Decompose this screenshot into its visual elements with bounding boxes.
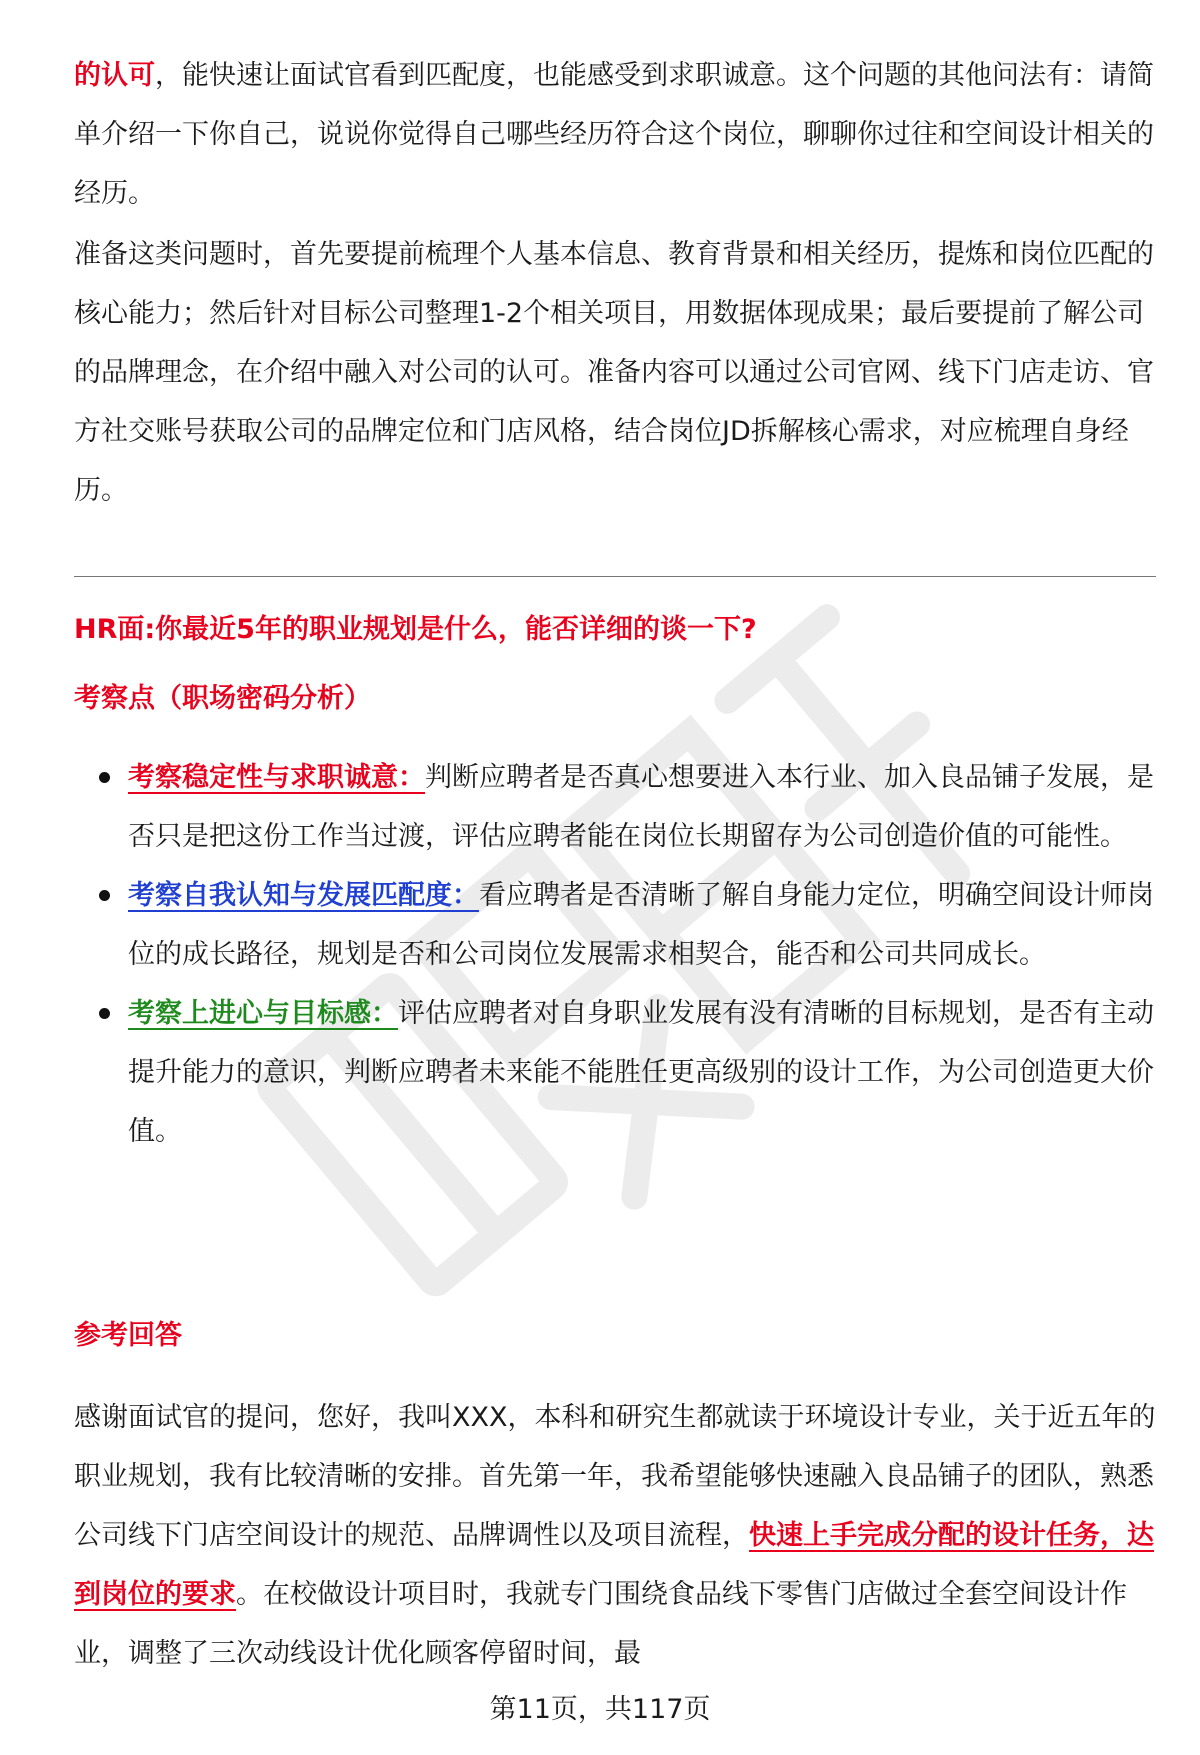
answer-text-1: 感谢面试官的提问，您好，我叫XXX，本科和研究生都就读于环境设计专业，关于近五年的职业规划，我有比较清晰的安排。首先第一年，我希望能够快速融入良品铺子的团队，熟悉公司线下门店空间设计的规范、品牌调性以及项目流程， xyxy=(74,1402,1156,1551)
intro-text: ，能快速让面试官看到匹配度，也能感受到求职诚意。这个问题的其他问法有：请简单介绍一下你自己，说说你觉得自己哪些经历符合这个岗位，聊聊你过往和空间设计相关的经历。 xyxy=(74,60,1154,209)
list-item xyxy=(74,984,1156,1161)
prep-paragraph: 准备这类问题时，首先要提前梳理个人基本信息、教育背景和相关经历，提炼和岗位匹配的核心能力；然后针对目标公司整理1-2个相关项目，用数据体现成果；最后要提前了解公司的品牌理念，在介绍中融入对公司的认可。准备内容可以通过公司官网、线下门店走访、官方社交账号获取公司的品牌定位和门店风格，结合岗位JD拆解核心需求，对应梳理自身经历。 xyxy=(74,239,1154,506)
intro-paragraph xyxy=(74,46,1156,223)
answer-heading: 参考回答 xyxy=(74,1320,182,1351)
bullet-icon xyxy=(99,1008,110,1019)
question-title: HR面:你最近5年的职业规划是什么，能否详细的谈一下? xyxy=(74,614,757,645)
section-divider xyxy=(74,576,1156,577)
point-label: 考察自我认知与发展匹配度： xyxy=(128,880,479,911)
bullet-icon xyxy=(99,772,110,783)
point-label: 考察上进心与目标感： xyxy=(128,998,398,1029)
points-list xyxy=(74,748,1156,1161)
list-item xyxy=(74,866,1156,984)
answer-highlight: 快速上手完成分配的设计任务，达到岗位的要求 xyxy=(74,1520,1154,1610)
answer-paragraph xyxy=(74,1388,1156,1683)
list-item xyxy=(74,748,1156,866)
point-text: 判断应聘者是否真心想要进入本行业、加入良品铺子发展，是否只是把这份工作当过渡，评估应聘者能在岗位长期留存为公司创造价值的可能性。 xyxy=(128,762,1154,852)
intro-highlight: 的认可 xyxy=(74,60,155,91)
bullet-icon xyxy=(99,890,110,901)
answer-text-2: 。在校做设计项目时，我就专门围绕食品线下零售门店做过全套空间设计作业，调整了三次动线设计优化顾客停留时间，最 xyxy=(74,1579,1127,1669)
point-text: 看应聘者是否清晰了解自身能力定位，明确空间设计师岗位的成长路径，规划是否和公司岗位发展需求相契合，能否和公司共同成长。 xyxy=(128,880,1154,970)
point-label: 考察稳定性与求职诚意： xyxy=(128,762,425,793)
point-text: 评估应聘者对自身职业发展有没有清晰的目标规划，是否有主动提升能力的意识，判断应聘者未来能不能胜任更高级别的设计工作，为公司创造更大价值。 xyxy=(128,998,1154,1147)
points-heading: 考察点（职场密码分析） xyxy=(74,683,371,714)
page-number: 第11页，共117页 xyxy=(489,1694,711,1725)
